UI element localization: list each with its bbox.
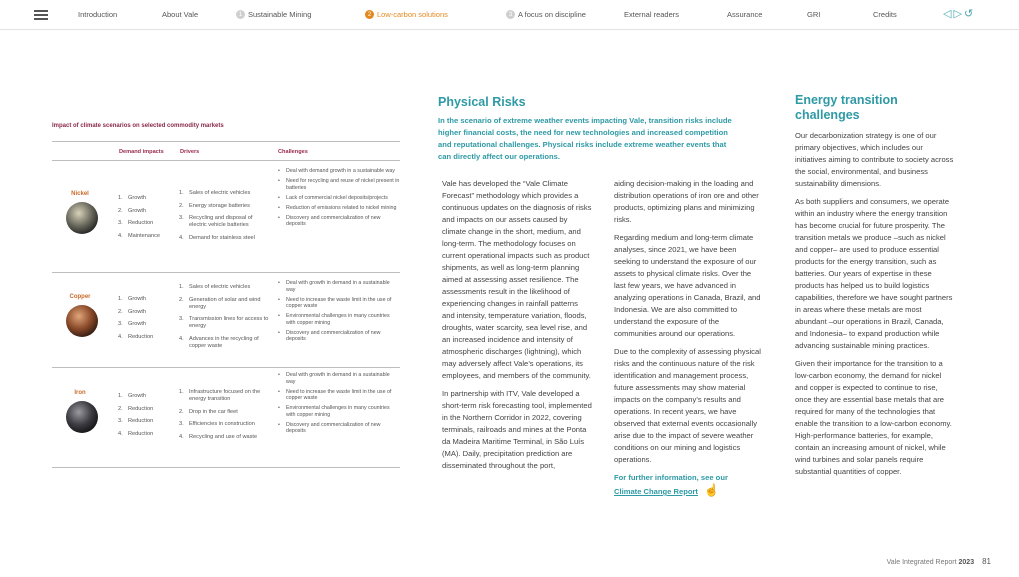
paragraph: Due to the complexity of assessing physical risks and the continuous nature of the risk identification and management process, future assessments may show material impacts on the company’s results and operations. In recent years, we have observed that external events occasionally arise due to the impact of severe weather conditions on our mining and logistics operations. [614, 347, 761, 464]
row-nickel [52, 160, 400, 272]
report-year: 2023 [958, 559, 975, 566]
page-controls [943, 8, 973, 20]
table-top-rule [52, 141, 400, 142]
copper-image [66, 305, 98, 337]
drivers-list: 1. Sales of electric vehicles 2. Energy storage batteries 3. Recycling and disposal of electric vehicle batteries 4. Demand for stainless steel [179, 190, 255, 241]
nav-introduction[interactable]: Introduction [78, 10, 118, 19]
nav-external-readers[interactable]: External readers [624, 10, 680, 19]
climate-change-report-link[interactable]: Climate Change Report [614, 487, 698, 496]
page-number: 81 [982, 557, 991, 566]
physical-col-1 [442, 178, 592, 478]
header-drivers: Drivers [180, 149, 200, 155]
nav-credits[interactable]: Credits [873, 10, 897, 19]
nav-assurance[interactable]: Assurance [727, 10, 763, 19]
paragraph: In partnership with ITV, Vale developed a short-term risk forecasting tool, implemented in the Northern Corridor in 2022, covering terminals, railroads and mines at the Ponta da Madeira Maritime Terminal, in São Luís (MA). Daily, precipitation prediction are disseminated throughout the port, [442, 389, 592, 470]
table-title: Impact of climate scenarios on selected commodity markets [52, 123, 224, 129]
paragraph: Given their importance for the transition to a low-carbon economy, the demand for nickel and copper is expected to continue to rise, once they are essential base metals that are required for many of the technologies that enable the transition to a low-carbon economy. High-performance batteries, for example, contain an increasing amount of nickel, while wind turbines and solar panels require substantial quantities of copper. [795, 359, 952, 476]
paragraph: As both suppliers and consumers, we operate within an industry where the energy transition has become crucial for future prosperity. The transition metals we produce –such as nickel and copper– are used to produce essential products for the energy transition, such as batteries. Our years of expertise in these products has helped us to build logistics capabilities, therefore we have sought partners in areas where these metals are most abundant –our operations in Brazil, Canada, and Indonesia– to expand production while advancing sustainable mining practices. [795, 197, 953, 350]
commodity-name: Iron [74, 390, 86, 396]
physical-risks-lead: In the scenario of extreme weather events impacting Vale, transition risks include higher financial costs, the need for new technologies and increased competition and reputational challenges. Physical risks include extreme weather events that can directly affect our operations. [438, 116, 732, 161]
physical-col-2 [614, 178, 762, 498]
next-page-icon[interactable]: ▷ [953, 8, 962, 20]
further-info-text: For further information, see our [614, 473, 728, 482]
nickel-image [66, 202, 98, 234]
commodity-name: Nickel [71, 191, 89, 197]
previous-page-icon[interactable]: ◁ [943, 8, 952, 20]
nav-sustainable-mining[interactable]: 1 Sustainable Mining [236, 10, 311, 19]
energy-column [795, 130, 955, 484]
nav-about-vale[interactable]: About Vale [162, 10, 199, 19]
challenges-list: • Deal with demand growth in a sustainable way • Need for recycling and reuse of nickel present in batteries • Lack of commercial nickel deposits/projects • Reduction of emissions related to nickel mining • Discovery and commercialization of new deposits [278, 168, 400, 231]
header-challenges: Challenges [278, 149, 308, 155]
back-icon[interactable]: ↺ [963, 8, 974, 20]
paragraph: Vale has developed the “Vale Climate Forecast” methodology which provides a continuous updates on the diagnosis of risks and impacts on our assets caused by climate change in the short, medium, and long-term. The methodology focuses on current operational impacts such as product shipments, as well as long-term planning aimed at assessing asset resilience. The assessments result in the likelihood of experiencing changes in rainfall patterns and intensity, temperature variation, floods, droughts, water scarcity, sea level rise, and an increased incidence and intensity of atmospheric discharges (lightning), which may adversely affect Vale’s operations, its employees, and members of the community. [442, 179, 592, 380]
physical-risks-title: Physical Risks [438, 95, 526, 109]
challenges-list: • Deal with growth in demand in a sustainable way • Need to increase the waste limit in the use of copper waste • Environmental challenges in many countries with copper mining • Discovery and commercialization of new deposits [278, 280, 400, 346]
commodity-name: Copper [69, 294, 91, 300]
demand-list: 1. Growth 2. Reduction 3. Reduction 4. Reduction [118, 393, 154, 437]
paragraph: Our decarbonization strategy is one of our primary objectives, which includes our initiatives aiming to contribute to society across the social, environmental, and business sustainability dimensions. [795, 131, 954, 188]
footer [887, 557, 991, 566]
nav-low-carbon-solutions[interactable]: 2 Low-carbon solutions [365, 10, 448, 19]
nav-focus-on-discipline[interactable]: 3 A focus on discipline [506, 10, 586, 19]
top-nav [0, 0, 1019, 30]
menu-icon[interactable] [34, 10, 48, 20]
report-name: Vale Integrated Report [886, 559, 957, 566]
drivers-list: 1. Sales of electric vehicles 2. Generation of solar and wind energy 3. Transmission lines for access to energy 4. Advances in the recycling of copper waste [179, 284, 269, 349]
challenges-list: • Deal with growth in demand in a sustainable way • Need to increase the waste limit in the use of copper waste • Environmental challenges in many countries with copper mining • Discovery and commercialization of new deposits [278, 372, 400, 438]
row-copper [52, 272, 400, 367]
row-iron [52, 367, 400, 467]
iron-image [66, 401, 98, 433]
nav-gri[interactable]: GRI [807, 10, 821, 19]
paragraph: Regarding medium and long-term climate analyses, since 2021, we have been seeking to understand the exposure of our assets to physical climate risks. Over the last few years, we have advanced in analyzing operations in Canada, Brazil, and Indonesia. We are also committed to understand the exposure of the communities around our operations. [614, 233, 761, 338]
paragraph: aiding decision-making in the loading and distribution operations of iron ore and other products, optimizing plans and minimizing risks. [614, 179, 759, 224]
header-demand: Demand impacts [119, 149, 164, 155]
drivers-list: 1. Infrastructure focused on the energy transition 2. Drop in the car fleet 3. Efficiencies in construction 4. Recycling and use of waste [179, 389, 261, 440]
table-bottom-rule [52, 467, 400, 468]
demand-list: 1. Growth 2. Growth 3. Growth 4. Reduction [118, 296, 154, 340]
energy-transition-title: Energy transition challenges [795, 93, 898, 122]
demand-list: 1. Growth 2. Growth 3. Reduction 4. Maintenance [118, 195, 161, 239]
pointer-hand-icon: ☝ [703, 483, 719, 497]
